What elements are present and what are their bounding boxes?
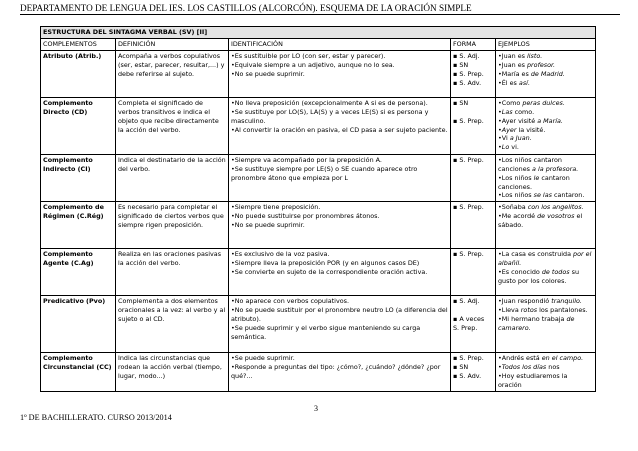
examples-cell: •Los niños cantaron canciones a la profesora. •Los niños le cantaron canciones. •Los niños se las cantaron. — [496, 154, 596, 202]
definition-cell: Indica las circunstancias que rodean la acción verbal (tiempo, lugar, modo...) — [116, 353, 229, 392]
col-header-identificacion: IDENTIFICACIÓN — [229, 38, 451, 50]
col-header-complementos: COMPLEMENTOS — [41, 38, 116, 50]
examples-cell: •Andrés está en el campo. •Todos los días nos •Hoy estudiaremos la oración — [496, 353, 596, 392]
examples-cell: •Como peras dulces. •Las como. •Ayer visité a María. •Ayer la visité. •Vi a Juan. •Lo vi. — [496, 97, 596, 154]
table-row-cagente — [41, 249, 596, 296]
table-row-cregimen — [41, 202, 596, 249]
definition-cell: Indica el destinatario de la acción del verbo. — [116, 154, 229, 202]
identification-cell: •Siempre va acompañado por la preposición A. •Se sustituye siempre por LE(S) o SE cuando aparece otro pronombre átono que empieza por L — [229, 154, 451, 202]
forma-cell: ▪ S. Prep. — [451, 249, 496, 296]
table-title: ESTRUCTURA DEL SINTAGMA VERBAL (SV) [II] — [41, 27, 596, 39]
column-header-row — [41, 38, 596, 50]
definition-cell: Complementa a dos elementos oracionales a la vez: al verbo y al sujeto o al CD. — [116, 296, 229, 353]
table-row-cd — [41, 97, 596, 154]
table-row-predicativo — [41, 296, 596, 353]
table-row-ci — [41, 154, 596, 202]
examples-cell: •Soñaba con los angelitos. •Me acordé de vosotros el sábado. — [496, 202, 596, 249]
table-title-row — [41, 27, 596, 39]
forma-cell: ▪ S. Adj. ▪ A veces S. Prep. — [451, 296, 496, 353]
forma-cell: ▪ S. Adj. ▪ SN ▪ S. Prep. ▪ S. Adv. — [451, 50, 496, 97]
definition-cell: Es necesario para completar el significado de ciertos verbos que siempre rigen preposición. — [116, 202, 229, 249]
forma-cell: ▪ SN ▪ S. Prep. — [451, 97, 496, 154]
definition-cell: Realiza en las oraciones pasivas la acción del verbo. — [116, 249, 229, 296]
table-row-cc — [41, 353, 596, 392]
document-header: DEPARTAMENTO DE LENGUA DEL IES. LOS CASTILLOS (ALCORCÓN). ESQUEMA DE LA ORACIÓN SIMPLE — [20, 3, 620, 15]
identification-cell: •No lleva preposición (excepcionalmente A si es de persona). •Se sustituye por LO(S), LA(S) y a veces LE(S) si es persona y masculino. •Al convertir la oración en pasiva, el CD pasa a ser sujeto paciente. — [229, 97, 451, 154]
examples-cell: •La casa es construida por el albañil. •Es conocido de todos su gusto por los colores. — [496, 249, 596, 296]
document-footer: 1º DE BACHILLERATO. CURSO 2013/2014 — [20, 413, 172, 422]
complement-name: Complemento Agente (C.Ag) — [41, 249, 116, 296]
complement-name: Complemento Indirecto (CI) — [41, 154, 116, 202]
complement-name: Complemento Circunstancial (CC) — [41, 353, 116, 392]
col-header-ejemplos: EJEMPLOS — [496, 38, 596, 50]
identification-cell: •Es sustituible por LO (con ser, estar y parecer). •Equivale siempre a un adjetivo, aunque no lo sea. •No se puede suprimir. — [229, 50, 451, 97]
identification-cell: •No aparece con verbos copulativos. •No se puede sustituir por el pronombre neutro LO (a diferencia del atributo). •Se puede suprimir y el verbo sigue manteniendo su carga semántica. — [229, 296, 451, 353]
forma-cell: ▪ S. Prep. — [451, 202, 496, 249]
col-header-forma: FORMA — [451, 38, 496, 50]
identification-cell: •Se puede suprimir. •Responde a preguntas del tipo: ¿cómo?, ¿cuándo? ¿dónde? ¿por qué?... — [229, 353, 451, 392]
complement-name: Predicativo (Pvo) — [41, 296, 116, 353]
examples-cell: •Juan es listo. •Juan es profesor. •María es de Madrid. •Él es así. — [496, 50, 596, 97]
col-header-definicion: DEFINICIÓN — [116, 38, 229, 50]
table-row-atributo — [41, 50, 596, 97]
complement-name: Atributo (Atrib.) — [41, 50, 116, 97]
page-number: 3 — [314, 404, 318, 413]
identification-cell: •Siempre tiene preposición. •No puede sustituirse por pronombres átonos. •No se puede suprimir. — [229, 202, 451, 249]
definition-cell: Acompaña a verbos copulativos (ser, estar, parecer, resultar,...) y debe referirse al sujeto. — [116, 50, 229, 97]
complement-name: Complemento de Régimen (C.Rég) — [41, 202, 116, 249]
identification-cell: •Es exclusivo de la voz pasiva. •Siempre lleva la preposición POR (y en algunos casos DE) •Se convierte en sujeto de la correspondiente oración activa. — [229, 249, 451, 296]
forma-cell: ▪ S. Prep. — [451, 154, 496, 202]
complement-name: Complemento Directo (CD) — [41, 97, 116, 154]
definition-cell: Completa el significado de verbos transitivos e indica el objeto que recibe directamente la acción del verbo. — [116, 97, 229, 154]
forma-cell: ▪ S. Prep. ▪ SN ▪ S. Adv. — [451, 353, 496, 392]
examples-cell: •Juan respondió tranquilo. •Lleva rotos los pantalones. •Mi hermano trabaja de camarero. — [496, 296, 596, 353]
syntax-table — [40, 26, 596, 392]
